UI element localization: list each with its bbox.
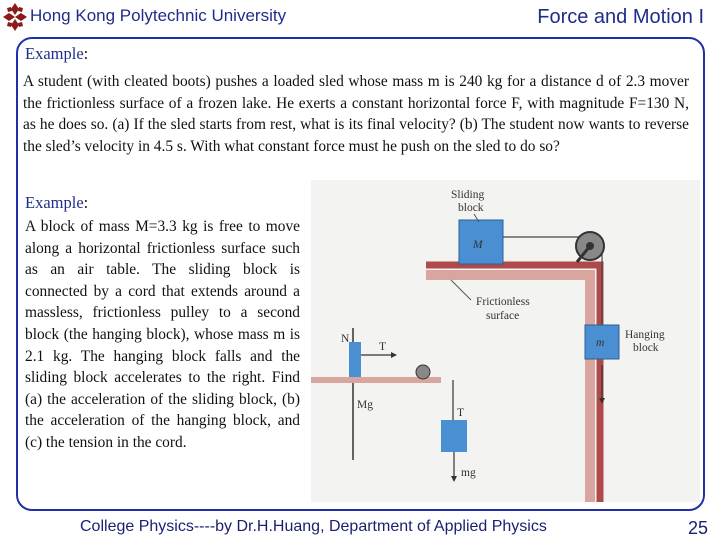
example1-heading-label: Example [25, 44, 84, 63]
example2-heading-colon: : [83, 193, 89, 212]
example2-text: A block of mass M=3.3 kg is free to move along a horizontal frictionless surface such as an air table. The sliding block is connected by a cord that extends around a massless, frictionless pulley to a second block (the hanging block), whose mass m is 2.1 kg. The hanging block falls and the sliding block accelerates to the right. Find (a) the acceleration of the sliding block, (b) the acceleration of the hanging block, and (c) the tension in the cord. [25, 218, 300, 451]
fbd-mg-label: mg [461, 467, 476, 479]
fbd-T-label-1: T [379, 341, 387, 353]
university-logo-icon [2, 2, 28, 32]
slide-topic: Force and Motion I [537, 6, 704, 28]
fbd-N-label: N [341, 333, 350, 345]
sliding-block-label-line2: block [458, 202, 484, 214]
example2-heading [25, 193, 88, 213]
example1-heading [25, 44, 88, 64]
mass-M-label: M [473, 239, 483, 251]
footer-credit: College Physics----by Dr.H.Huang, Department of Applied Physics [80, 518, 547, 535]
frictionless-label-line2: surface [486, 310, 520, 322]
example2-heading-label: Example [25, 193, 84, 212]
hanging-block-label-line2: block [633, 342, 659, 354]
example1-heading-colon: : [83, 44, 89, 63]
page-number: 25 [687, 518, 708, 538]
mass-m-label: m [596, 337, 605, 349]
frictionless-label-line1: Frictionless [476, 296, 530, 308]
university-name: Hong Kong Polytechnic University [30, 6, 287, 25]
fbd-T-label-2: T [457, 407, 465, 419]
fbd-Mg-label: Mg [357, 399, 373, 411]
sliding-block-label-line1: Sliding [451, 189, 485, 201]
hanging-block-label-line1: Hanging [625, 329, 665, 341]
example1-text: A student (with cleated boots) pushes a loaded sled whose mass m is 240 kg for a distance d of 2.3 mover the frictionless surface of a frozen lake. He exerts a constant horizontal force F, with magnitude F=130 N, as he does so. (a) If the sled starts from rest, what is its final velocity? (b) The student now wants to reverse the sled’s velocity in 4.5 s. With what constant force must he push on the sled to do so? [23, 73, 689, 155]
pulley-diagram [311, 180, 700, 502]
